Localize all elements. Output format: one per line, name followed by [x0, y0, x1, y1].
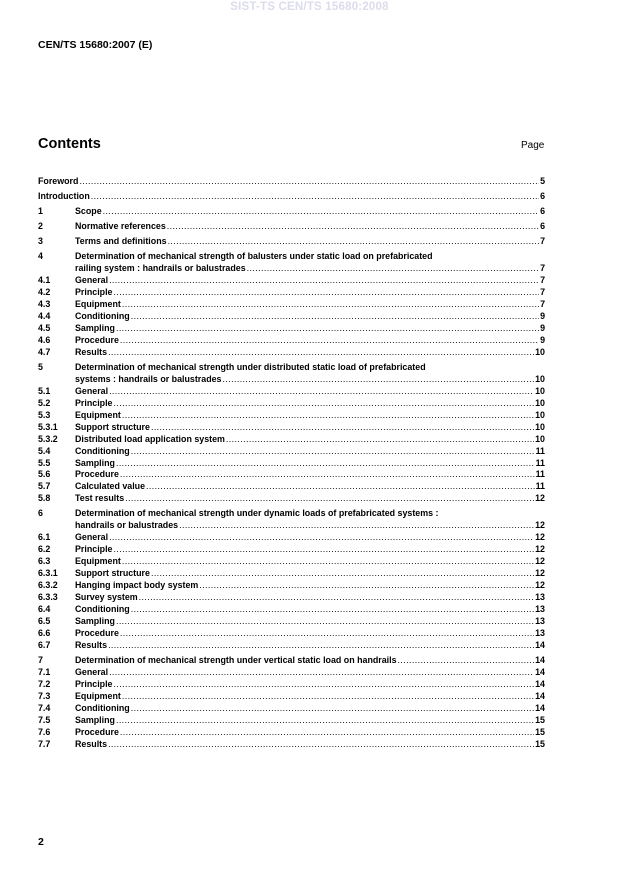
- toc-entry-title: General: [75, 666, 109, 677]
- toc-entry[interactable]: [38, 335, 545, 347]
- toc-entry[interactable]: [38, 556, 545, 568]
- toc-entry-number: 4.7: [38, 346, 51, 357]
- dot-leader: [151, 568, 534, 580]
- toc-entry-number: 6.5: [38, 616, 51, 627]
- toc-entry-page: 6: [540, 191, 545, 202]
- toc-entry[interactable]: [38, 604, 545, 616]
- toc-entry-title: Introduction: [38, 191, 90, 202]
- toc-entry-title: handrails or balustrades: [75, 520, 179, 531]
- toc-entry-number: 5.3: [38, 409, 51, 420]
- toc-entry-number: 7.2: [38, 678, 51, 689]
- toc-entry-number: 6.4: [38, 604, 51, 615]
- toc-entry-page: 10: [535, 373, 545, 384]
- toc-entry-number: 6.1: [38, 532, 51, 543]
- toc-entry-title: Principle: [75, 544, 113, 555]
- toc-entry-number: 4.2: [38, 287, 51, 298]
- toc-entry[interactable]: [38, 481, 545, 493]
- dot-leader: [199, 580, 534, 592]
- dot-leader: [108, 739, 534, 751]
- toc-entry-number: 6.2: [38, 544, 51, 555]
- toc-entry-page: 10: [535, 409, 545, 420]
- toc-entry-page: 6: [540, 206, 545, 217]
- toc-entry-page: 13: [535, 627, 545, 638]
- toc-entry-page: 12: [535, 544, 545, 555]
- dot-leader: [114, 544, 535, 556]
- toc-entry-page: 12: [535, 580, 545, 591]
- toc-entry-page: 14: [535, 690, 545, 701]
- toc-entry-title-line1: Determination of mechanical strength of balusters under static load on prefabricated: [75, 251, 433, 262]
- toc-heading-line: [38, 508, 545, 520]
- toc-entry-number: 6: [38, 508, 43, 519]
- dot-leader: [131, 311, 539, 323]
- dot-leader: [116, 616, 534, 628]
- toc-entry-number: 2: [38, 221, 43, 232]
- toc-heading-line: [38, 251, 545, 263]
- toc-entry-title-line1: Determination of mechanical strength under distributed static load of prefabricated: [75, 361, 426, 372]
- toc-entry[interactable]: [38, 616, 545, 628]
- toc-entry-title: General: [75, 275, 109, 286]
- toc-entry[interactable]: [38, 493, 545, 505]
- toc-entry-page: 12: [535, 520, 545, 531]
- dot-leader: [120, 335, 539, 347]
- contents-title: Contents: [38, 136, 101, 152]
- toc-entry-number: 5.7: [38, 481, 51, 492]
- toc-entry-number: 5.8: [38, 493, 51, 504]
- toc-entry-number: 5.1: [38, 385, 51, 396]
- toc-entry-page: 10: [535, 421, 545, 432]
- toc-entry-page: 7: [540, 263, 545, 274]
- toc-entry-page: 14: [535, 639, 545, 650]
- toc-entry-page: 13: [535, 592, 545, 603]
- toc-entry-number: 7.6: [38, 726, 51, 737]
- toc-entry-title: Results: [75, 738, 108, 749]
- dot-leader: [109, 667, 534, 679]
- toc-entry-title: Sampling: [75, 322, 115, 333]
- toc-entry[interactable]: [38, 628, 545, 640]
- toc-entry-title: Scope: [75, 206, 102, 217]
- toc-entry-number: 5.3.1: [38, 421, 58, 432]
- toc-entry-title: railing system : handrails or balustrades: [75, 263, 246, 274]
- toc-entry-number: 7.1: [38, 666, 51, 677]
- toc-entry[interactable]: [38, 568, 545, 580]
- dot-leader: [103, 206, 539, 218]
- toc-entry-number: 3: [38, 236, 43, 247]
- toc-entry-title: Results: [75, 639, 108, 650]
- toc-entry-number: 7.3: [38, 690, 51, 701]
- document-id: CEN/TS 15680:2007 (E): [38, 39, 153, 51]
- toc-entry-title: Conditioning: [75, 311, 130, 321]
- toc-entry[interactable]: [38, 679, 545, 691]
- toc-entry[interactable]: [38, 434, 545, 446]
- toc-entry-page: 13: [535, 616, 545, 627]
- dot-leader: [125, 493, 534, 505]
- dot-leader: [168, 236, 540, 248]
- dot-leader: [122, 691, 534, 703]
- dot-leader: [151, 422, 534, 434]
- toc-entry[interactable]: [38, 580, 545, 592]
- dot-leader: [120, 628, 534, 640]
- toc-entry[interactable]: [38, 458, 545, 470]
- dot-leader: [109, 532, 534, 544]
- toc-entry-page: 11: [535, 469, 545, 480]
- toc-entry[interactable]: [38, 446, 545, 458]
- table-of-contents: [38, 176, 545, 751]
- toc-entry[interactable]: [38, 275, 545, 287]
- toc-entry[interactable]: [38, 386, 545, 398]
- toc-entry-title: Support structure: [75, 421, 150, 432]
- dot-leader: [109, 275, 539, 287]
- toc-entry-page: 9: [540, 311, 545, 321]
- toc-entry-page: 10: [535, 397, 545, 408]
- dot-leader: [398, 655, 535, 667]
- toc-entry-title: Terms and definitions: [75, 236, 167, 247]
- toc-entry-title: Survey system: [75, 592, 138, 603]
- toc-entry[interactable]: [38, 287, 545, 299]
- dot-leader: [114, 287, 540, 299]
- toc-entry[interactable]: [38, 398, 545, 410]
- toc-entry-page: 12: [535, 493, 545, 504]
- toc-entry-number: 7: [38, 654, 43, 665]
- toc-entry-page: 12: [535, 568, 545, 579]
- toc-entry-page: 10: [535, 433, 545, 444]
- toc-entry[interactable]: [38, 640, 545, 652]
- toc-entry[interactable]: [38, 311, 545, 323]
- toc-entry-title: General: [75, 385, 109, 396]
- toc-entry-title: Sampling: [75, 714, 115, 725]
- toc-entry-title: Procedure: [75, 469, 119, 480]
- dot-leader: [139, 592, 534, 604]
- toc-entry[interactable]: [38, 299, 545, 311]
- toc-entry-number: 5.2: [38, 397, 51, 408]
- toc-entry-title: General: [75, 532, 109, 543]
- toc-entry-number: 4.6: [38, 334, 51, 345]
- toc-entry-page: 12: [535, 556, 545, 567]
- toc-entry[interactable]: [38, 374, 545, 386]
- toc-entry[interactable]: [38, 206, 545, 218]
- dot-leader: [131, 703, 534, 715]
- toc-entry[interactable]: [38, 323, 545, 335]
- toc-entry[interactable]: [38, 691, 545, 703]
- toc-entry-number: 6.3.1: [38, 568, 58, 579]
- toc-entry-page: 9: [540, 322, 545, 333]
- toc-entry-number: 6.3.3: [38, 592, 58, 603]
- toc-entry-page: 11: [535, 457, 545, 468]
- dot-leader: [122, 556, 534, 568]
- toc-entry[interactable]: [38, 236, 545, 248]
- toc-entry-page: 13: [535, 604, 545, 615]
- toc-entry-page: 7: [540, 275, 545, 286]
- toc-entry-title-line1: Determination of mechanical strength under dynamic loads of prefabricated systems :: [75, 508, 439, 519]
- toc-entry-title: Procedure: [75, 726, 119, 737]
- toc-entry-title: Procedure: [75, 334, 119, 345]
- toc-entry[interactable]: [38, 191, 545, 203]
- dot-leader: [116, 323, 539, 335]
- watermark: SIST-TS CEN/TS 15680:2008: [230, 1, 389, 13]
- toc-entry[interactable]: [38, 592, 545, 604]
- toc-entry-title: Foreword: [38, 176, 79, 186]
- toc-entry-title: Test results: [75, 493, 125, 504]
- toc-entry-number: 6.6: [38, 627, 51, 638]
- toc-entry-page: 14: [535, 654, 545, 665]
- toc-entry-page: 11: [535, 481, 545, 492]
- toc-entry-title: Hanging impact body system: [75, 580, 199, 591]
- dot-leader: [146, 481, 535, 493]
- toc-entry-title: Principle: [75, 678, 113, 689]
- toc-entry[interactable]: [38, 544, 545, 556]
- toc-entry-number: 6.7: [38, 639, 51, 650]
- dot-leader: [114, 679, 535, 691]
- dot-leader: [108, 347, 534, 359]
- dot-leader: [79, 176, 539, 188]
- toc-entry-number: 1: [38, 206, 43, 217]
- toc-entry-page: 14: [535, 702, 545, 713]
- toc-entry-page: 6: [540, 221, 545, 232]
- toc-entry-page: 7: [540, 287, 545, 298]
- toc-entry-number: 4: [38, 251, 43, 262]
- toc-entry[interactable]: [38, 176, 545, 188]
- toc-entry-number: 5.6: [38, 469, 51, 480]
- toc-entry-page: 9: [540, 334, 545, 345]
- toc-entry-title: Distributed load application system: [75, 433, 225, 444]
- toc-entry-title: Equipment: [75, 299, 121, 310]
- toc-entry-title: Sampling: [75, 616, 115, 627]
- dot-leader: [131, 446, 535, 458]
- toc-entry[interactable]: [38, 422, 545, 434]
- toc-entry[interactable]: [38, 221, 545, 233]
- toc-entry[interactable]: [38, 532, 545, 544]
- dot-leader: [108, 640, 534, 652]
- toc-entry-number: 4.4: [38, 311, 51, 321]
- toc-entry-page: 15: [535, 726, 545, 737]
- toc-entry-title: Principle: [75, 287, 113, 298]
- toc-entry[interactable]: [38, 347, 545, 359]
- toc-entry[interactable]: [38, 410, 545, 422]
- toc-entry-page: 10: [535, 385, 545, 396]
- toc-entry-number: 5.5: [38, 457, 51, 468]
- dot-leader: [247, 263, 539, 275]
- toc-entry-page: 15: [535, 738, 545, 749]
- toc-entry[interactable]: [38, 469, 545, 481]
- dot-leader: [120, 727, 534, 739]
- dot-leader: [179, 520, 534, 532]
- toc-entry-number: 5: [38, 361, 43, 372]
- toc-entry-title: Conditioning: [75, 445, 130, 456]
- toc-entry-page: 10: [535, 346, 545, 357]
- page-column-label: Page: [521, 140, 545, 151]
- page-number: 2: [38, 836, 44, 848]
- toc-entry-number: 6.3: [38, 556, 51, 567]
- dot-leader: [122, 299, 539, 311]
- dot-leader: [91, 191, 539, 203]
- toc-entry[interactable]: [38, 739, 545, 751]
- dot-leader: [131, 604, 534, 616]
- toc-entry-number: 6.3.2: [38, 580, 58, 591]
- toc-entry-page: 12: [535, 532, 545, 543]
- toc-entry-page: 5: [540, 176, 545, 186]
- toc-entry-title: systems : handrails or balustrades: [75, 373, 222, 384]
- toc-entry-number: 7.5: [38, 714, 51, 725]
- toc-entry-title: Results: [75, 346, 108, 357]
- toc-entry-page: 7: [540, 236, 545, 247]
- toc-entry-title: Procedure: [75, 627, 119, 638]
- dot-leader: [114, 398, 535, 410]
- toc-entry-title: Support structure: [75, 568, 150, 579]
- toc-entry-page: 7: [540, 299, 545, 310]
- dot-leader: [109, 386, 534, 398]
- toc-entry-title: Normative references: [75, 221, 166, 232]
- toc-entry[interactable]: [38, 655, 545, 667]
- toc-entry-title: Equipment: [75, 556, 121, 567]
- toc-entry[interactable]: [38, 703, 545, 715]
- toc-entry-page: 15: [535, 714, 545, 725]
- toc-entry-number: 4.1: [38, 275, 51, 286]
- toc-entry-title: Conditioning: [75, 702, 130, 713]
- dot-leader: [226, 434, 534, 446]
- toc-entry[interactable]: [38, 520, 545, 532]
- toc-entry-title: Calculated value: [75, 481, 146, 492]
- dot-leader: [167, 221, 539, 233]
- toc-entry-number: 4.3: [38, 299, 51, 310]
- toc-entry-number: 7.4: [38, 702, 51, 713]
- dot-leader: [116, 458, 535, 470]
- toc-entry-title: Determination of mechanical strength under vertical static load on handrails: [75, 654, 397, 665]
- toc-entry-title: Equipment: [75, 409, 121, 420]
- dot-leader: [223, 374, 535, 386]
- toc-entry-page: 14: [535, 666, 545, 677]
- toc-entry-number: 4.5: [38, 322, 51, 333]
- dot-leader: [122, 410, 534, 422]
- toc-entry-page: 11: [535, 445, 545, 456]
- dot-leader: [120, 469, 535, 481]
- toc-entry[interactable]: [38, 263, 545, 275]
- toc-entry-number: 5.4: [38, 445, 51, 456]
- toc-entry-number: 5.3.2: [38, 433, 58, 444]
- toc-entry-title: Sampling: [75, 457, 115, 468]
- toc-entry-title: Equipment: [75, 690, 121, 701]
- dot-leader: [116, 715, 534, 727]
- toc-entry-number: 7.7: [38, 738, 51, 749]
- toc-entry[interactable]: [38, 715, 545, 727]
- toc-entry-title: Principle: [75, 397, 113, 408]
- toc-entry[interactable]: [38, 727, 545, 739]
- toc-entry-page: 14: [535, 678, 545, 689]
- toc-entry[interactable]: [38, 667, 545, 679]
- toc-entry-title: Conditioning: [75, 604, 130, 615]
- toc-heading-line: [38, 362, 545, 374]
